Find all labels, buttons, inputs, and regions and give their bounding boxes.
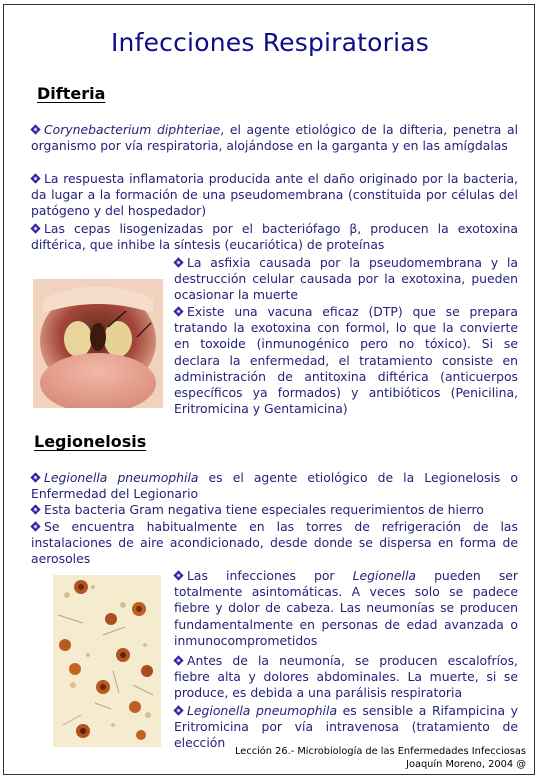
legionelosis-paragraph-5: Antes de la neumonía, se producen escalofríos, fiebre alta y dolores abdominales. La muerte, si se produce, es debida a una parálisis respiratoria [174, 653, 518, 701]
section-heading-difteria: Difteria [37, 84, 106, 103]
legionelosis-paragraph-4: Las infecciones por Legionella pueden ser totalmente asintomáticas. A veces solo se padece fiebre y dolor de cabeza. Las neumonías se producen fundamentalmente en personas de edad avanzada o inmunocomprometidos [174, 568, 519, 648]
diamond-bullet-icon [173, 655, 183, 665]
genus-name: Legionella [352, 568, 416, 583]
legionella-micrograph [53, 575, 161, 747]
throat-photo [33, 279, 163, 408]
difteria-paragraph-4: La asfixia causada por la pseudomembrana y la destrucción celular causada por la exotoxina, pueden ocasionar la muerte [174, 255, 518, 303]
diamond-bullet-icon [30, 173, 40, 183]
footer-author: Joaquín Moreno, 2004 @ [406, 759, 526, 770]
diamond-bullet-icon [30, 124, 40, 134]
difteria-paragraph-1: Corynebacterium diphteriae, el agente etiológico de la difteria, penetra al organismo por vía respiratoria, alojándose en la garganta y en las amígdalas [31, 122, 519, 154]
footer-course: Lección 26.- Microbiología de las Enfermedades Infecciosas [235, 746, 526, 757]
difteria-paragraph-5: Existe una vacuna eficaz (DTP) que se prepara tratando la exotoxina con formol, lo que la convierte en toxoide (inmunogénico pero no tóxico). Si se declara la enfermedad, el tratamiento consiste en administración de antitoxina diftérica (anticuerpos específicos ya formados) y antibióticos (Penicilina, Eritromicina y Gentamicina) [174, 304, 518, 417]
species-name: Corynebacterium diphteriae [44, 122, 221, 137]
diamond-bullet-icon [173, 306, 183, 316]
throat-illustration [33, 279, 163, 408]
micrograph-illustration [53, 575, 161, 747]
diamond-bullet-icon [173, 570, 183, 580]
section-heading-legionelosis: Legionelosis [34, 432, 147, 451]
difteria-paragraph-2: La respuesta inflamatoria producida ante el daño originado por la bacteria, da lugar a la formación de una pseudomembrana (constituida por células del patógeno y del hospedador) [31, 171, 518, 219]
diamond-bullet-icon [30, 223, 40, 233]
diamond-bullet-icon [30, 472, 40, 482]
diamond-bullet-icon [30, 504, 40, 514]
page-title: Infecciones Respiratorias [110, 28, 430, 57]
legionelosis-paragraph-1: Legionella pneumophila es el agente etiológico de la Legionelosis o Enfermedad del Legionario [31, 470, 518, 502]
diamond-bullet-icon [173, 257, 183, 267]
legionelosis-paragraph-3: Se encuentra habitualmente en las torres de refrigeración de las instalaciones de aire acondicionado, desde donde se dispersa en forma de aerosoles [31, 519, 518, 567]
species-name: Legionella pneumophila [44, 470, 199, 485]
footer [235, 745, 526, 771]
legionelosis-paragraph-6: Legionella pneumophila es sensible a Rifampicina y Eritromicina por vía intravenosa (tratamiento de elección [174, 703, 518, 751]
difteria-paragraph-3: Las cepas lisogenizadas por el bacteriófago β, producen la exotoxina diftérica, que inhibe la síntesis (eucariótica) de proteínas [31, 221, 518, 253]
diamond-bullet-icon [173, 705, 183, 715]
diamond-bullet-icon [30, 521, 40, 531]
species-name: Legionella pneumophila [187, 703, 338, 718]
legionelosis-paragraph-2: Esta bacteria Gram negativa tiene especiales requerimientos de hierro [31, 502, 518, 518]
